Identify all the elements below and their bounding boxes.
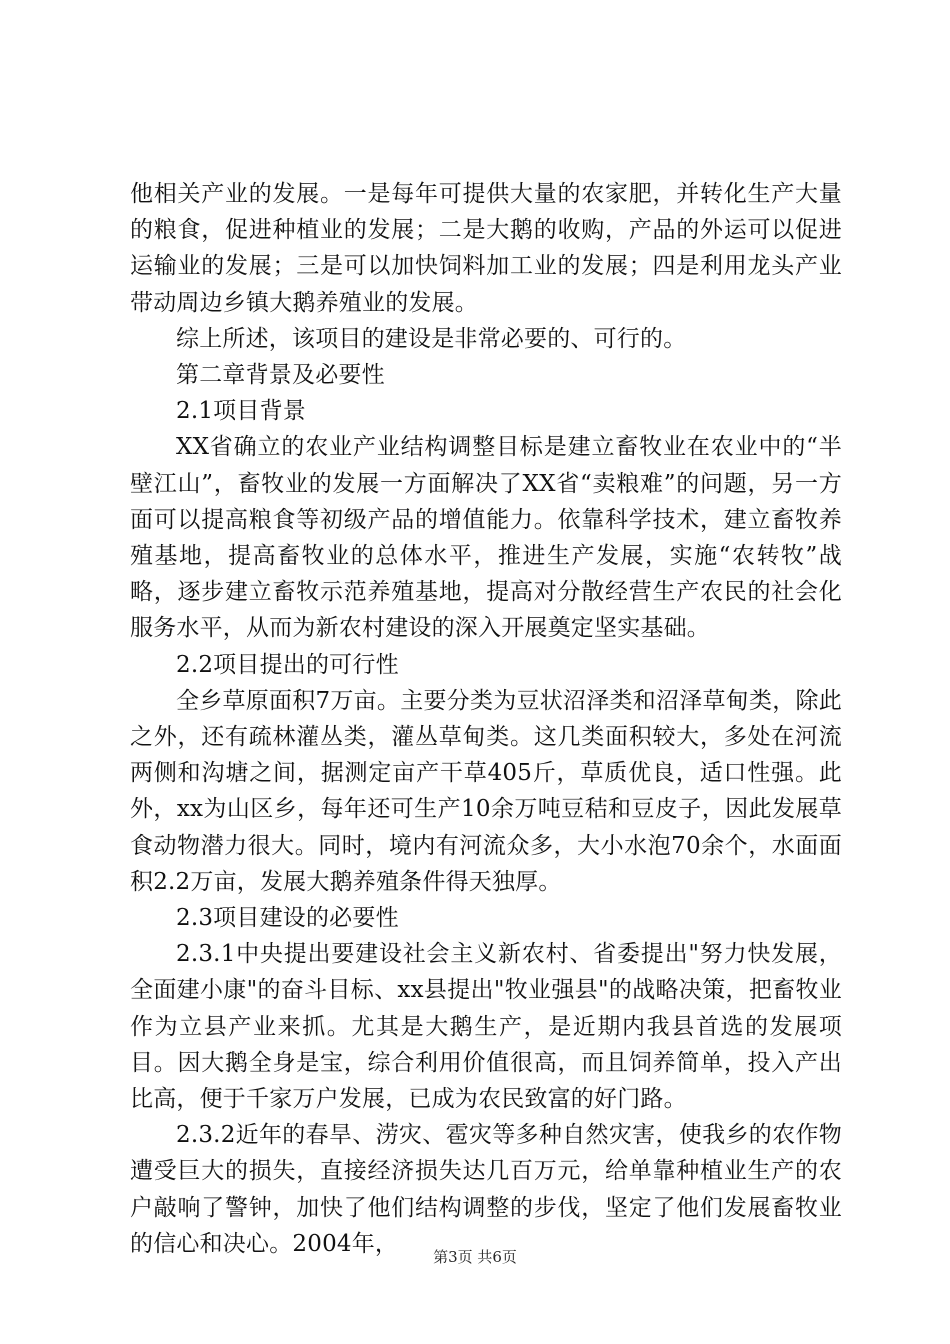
paragraph-2-3-1: 2.3.1中央提出要建设社会主义新农村、省委提出"努力快发展，全面建小康"的奋斗目标、xx县提出"牧业强县"的战略决策，把畜牧业作为立县产业来抓。尤其是大鹅生产，是近期内我县首选的发展项目。因大鹅全身是宝，综合利用价值很高，而且饲养简单，投入产出比高，便于千家万户发展，已成为农民致富的好门路。 <box>130 941 842 1113</box>
document-body <box>130 176 842 1262</box>
paragraph-background: XX省确立的农业产业结构调整目标是建立畜牧业在农业中的“半壁江山”，畜牧业的发展一方面解决了XX省“卖粮难”的问题，另一方面可以提高粮食等初级产品的增值能力。依靠科学技术，建立畜牧养殖基地，提高畜牧业的总体水平，推进生产发展，实施“农转牧”战略，逐步建立畜牧示范养殖基地，提高对分散经营生产农民的社会化服务水平，从而为新农村建设的深入开展奠定坚实基础。 <box>130 434 842 642</box>
section-heading-2-1: 2.1项目背景 <box>176 398 306 425</box>
paragraph-conclusion: 综上所述，该项目的建设是非常必要的、可行的。 <box>176 325 687 352</box>
paragraph-continuation: 他相关产业的发展。一是每年可提供大量的农家肥，并转化生产大量的粮食，促进种植业的发展；二是大鹅的收购，产品的外运可以促进运输业的发展；三是可以加快饲料加工业的发展；四是利用龙头产业带动周边乡镇大鹅养殖业的发展。 <box>130 181 842 316</box>
paragraph-feasibility: 全乡草原面积7万亩。主要分类为豆状沼泽类和沼泽草甸类，除此之外，还有疏林灌丛类，灌丛草甸类。这几类面积较大，多处在河流两侧和沟塘之间，据测定亩产干草405斤，草质优良，适口性强。此外，xx为山区乡，每年还可生产10余万吨豆秸和豆皮子，因此发展草食动物潜力很大。同时，境内有河流众多，大小水泡70余个，水面面积2.2万亩，发展大鹅养殖条件得天独厚。 <box>130 687 842 895</box>
section-heading-2-3: 2.3项目建设的必要性 <box>176 905 399 932</box>
section-heading-2-2: 2.2项目提出的可行性 <box>176 651 399 678</box>
paragraph-2-3-2: 2.3.2近年的春旱、涝灾、雹灾等多种自然灾害，使我乡的农作物遭受巨大的损失，直接经济损失达几百万元，给单靠种植业生产的农户敲响了警钟，加快了他们结构调整的步伐，坚定了他们发展畜牧业的信心和决心。2004年， <box>130 1122 842 1257</box>
page-footer: 第3页 共6页 <box>433 1248 517 1266</box>
chapter-heading: 第二章背景及必要性 <box>176 362 385 389</box>
